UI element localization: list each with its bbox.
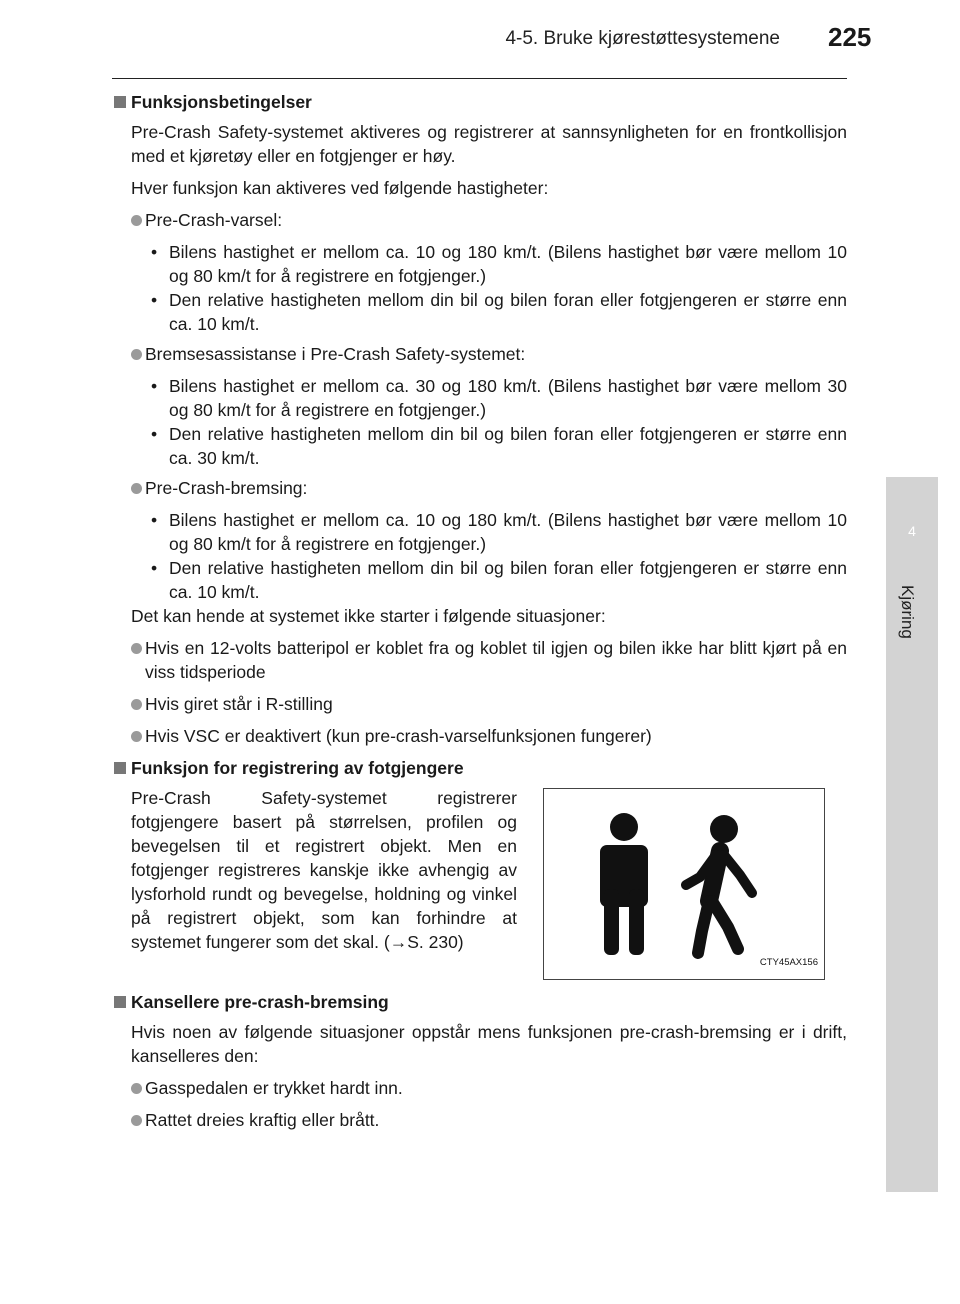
list-item: • Den relative hastigheten mellom din bil og bilen foran eller fotgjengeren er større enn ca. 10 km/t.	[149, 556, 847, 604]
heading-functions: Funksjonsbetingelser	[112, 90, 847, 114]
header-section-title: 4-5. Bruke kjørestøttesystemene	[505, 28, 780, 49]
standing-person-icon	[600, 813, 648, 955]
cancel-intro: Hvis noen av følgende situasjoner oppstår mens funksjonen pre-crash-bremsing er i drift, kanselleres den:	[131, 1022, 847, 1066]
bullet-brake-assist: Bremsesassistanse i Pre-Crash Safety-systemet:	[131, 342, 847, 366]
chapter-title: Kjøring	[898, 585, 917, 639]
bullet-braking: Pre-Crash-bremsing:	[131, 476, 847, 500]
warning-conditions	[149, 240, 847, 336]
header-divider	[112, 78, 847, 79]
braking-conditions	[149, 508, 847, 604]
chapter-number: 4	[908, 523, 916, 539]
bullet-cancel-steering: Rattet dreies kraftig eller brått.	[131, 1108, 847, 1132]
pedestrian-block	[131, 786, 847, 980]
functions-intro: Pre-Crash Safety-systemet aktiveres og registrerer at sannsynligheten for en frontkollisjon med et kjøretøy eller en fotgjenger er høy.	[131, 122, 847, 166]
not-start-intro: Det kan hende at systemet ikke starter i følgende situasjoner:	[131, 606, 606, 626]
walking-person-icon	[686, 815, 752, 953]
heading-cancel: Kansellere pre-crash-bremsing	[112, 990, 847, 1014]
chapter-side-tab	[886, 477, 938, 1192]
page-content	[112, 90, 847, 1140]
list-item: • Den relative hastigheten mellom din bil og bilen foran eller fotgjengeren er større enn ca. 30 km/t.	[149, 422, 847, 470]
pedestrian-text: Pre-Crash Safety-systemet registrerer fotgjengere basert på størrelsen, profilen og bevegelsen til et registrert objekt. Men en fotgjenger registreres kanskje ikke avhengig av lysforhold rundt og bevegelse, holdning og vinkel på registrert objekt, som kan forhindre at systemet fungerer som det skal. (→S. 230)	[131, 788, 517, 952]
bullet-not-start-reverse: Hvis giret står i R-stilling	[131, 692, 847, 716]
list-item: • Bilens hastighet er mellom ca. 30 og 180 km/t. (Bilens hastighet bør være mellom 30 og 80 km/t for å registrere en fotgjenger.)	[149, 374, 847, 422]
list-item: • Bilens hastighet er mellom ca. 10 og 180 km/t. (Bilens hastighet bør være mellom 10 og 80 km/t for å registrere en fotgjenger.)	[149, 508, 847, 556]
list-item: • Bilens hastighet er mellom ca. 10 og 180 km/t. (Bilens hastighet bør være mellom 10 og 80 km/t for å registrere en fotgjenger.)	[149, 240, 847, 288]
figure-code: CTY45AX156	[759, 957, 818, 968]
functions-speeds-intro: Hver funksjon kan aktiveres ved følgende hastigheter:	[131, 178, 549, 198]
pedestrian-figure	[543, 788, 825, 980]
bullet-warning: Pre-Crash-varsel:	[131, 208, 847, 232]
bullet-cancel-accelerator: Gasspedalen er trykket hardt inn.	[131, 1076, 847, 1100]
list-item: • Den relative hastigheten mellom din bil og bilen foran eller fotgjengeren er større enn ca. 10 km/t.	[149, 288, 847, 336]
heading-pedestrian: Funksjon for registrering av fotgjengere	[112, 756, 847, 780]
bullet-not-start-battery: Hvis en 12-volts batteripol er koblet fra og koblet til igjen og bilen ikke har blitt kjørt på en viss tidsperiode	[131, 636, 847, 684]
bullet-not-start-vsc: Hvis VSC er deaktivert (kun pre-crash-varselfunksjonen fungerer)	[131, 724, 847, 748]
page-number: 225	[828, 22, 872, 52]
brake-assist-conditions	[149, 374, 847, 470]
